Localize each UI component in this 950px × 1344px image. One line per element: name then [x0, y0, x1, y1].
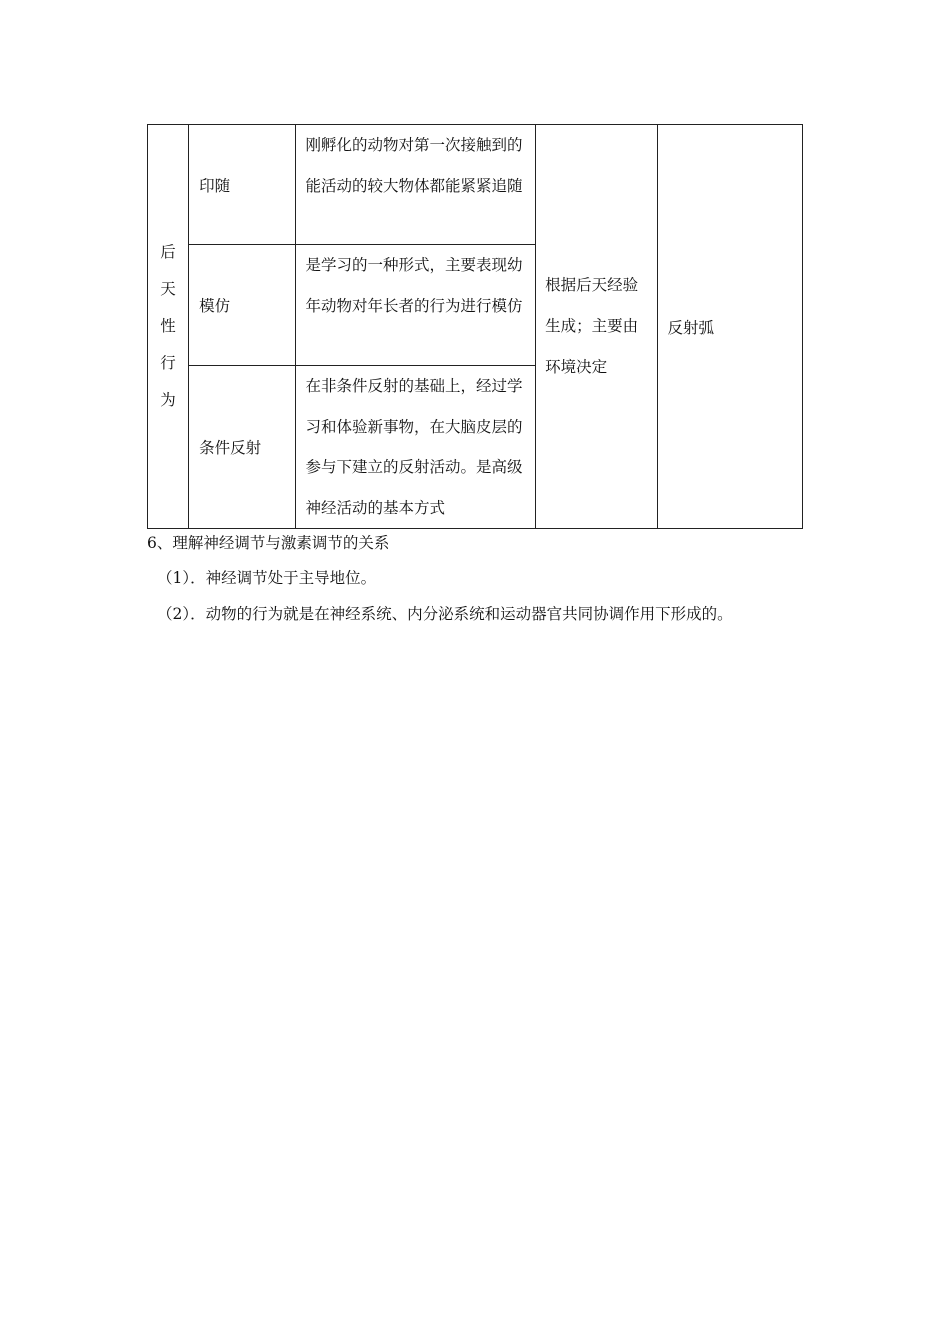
- behavior-name-cell: [189, 245, 296, 366]
- behavior-description-cell: [296, 125, 536, 245]
- behavior-name: 印随: [199, 176, 231, 195]
- list-item: （2）．动物的行为就是在神经系统、内分泌系统和运动器官共同协调作用下形成的。: [157, 605, 733, 623]
- behavior-description-cell: [296, 366, 536, 529]
- behavior-description-cell: [296, 245, 536, 366]
- acquired-behavior-table: [147, 124, 803, 529]
- behavior-description: 是学习的一种形式，主要表现幼年动物对年长者的行为进行模仿: [305, 256, 523, 315]
- category-label: 后天性行为: [160, 243, 176, 409]
- behavior-name-cell: [189, 366, 296, 529]
- table-row-imprinting: [148, 125, 803, 245]
- basis-text: 反射弧: [667, 318, 715, 337]
- behavior-name: 条件反射: [199, 439, 262, 457]
- origin-cell: [536, 125, 657, 529]
- basis-cell: [657, 125, 802, 529]
- list-item: （1）．神经调节处于主导地位。: [157, 569, 377, 587]
- behavior-name-cell: [189, 125, 296, 245]
- behavior-description: 刚孵化的动物对第一次接触到的能活动的较大物体都能紧紧追随: [305, 136, 523, 195]
- origin-text: 根据后天经验生成；主要由环境决定: [545, 276, 639, 376]
- section-heading: 6、理解神经调节与激素调节的关系: [147, 534, 390, 552]
- behavior-name: 模仿: [199, 297, 231, 315]
- category-cell: [148, 125, 189, 529]
- behavior-description: 在非条件反射的基础上，经过学习和体验新事物，在大脑皮层的参与下建立的反射活动。是高级神经活动的基本方式: [305, 377, 523, 517]
